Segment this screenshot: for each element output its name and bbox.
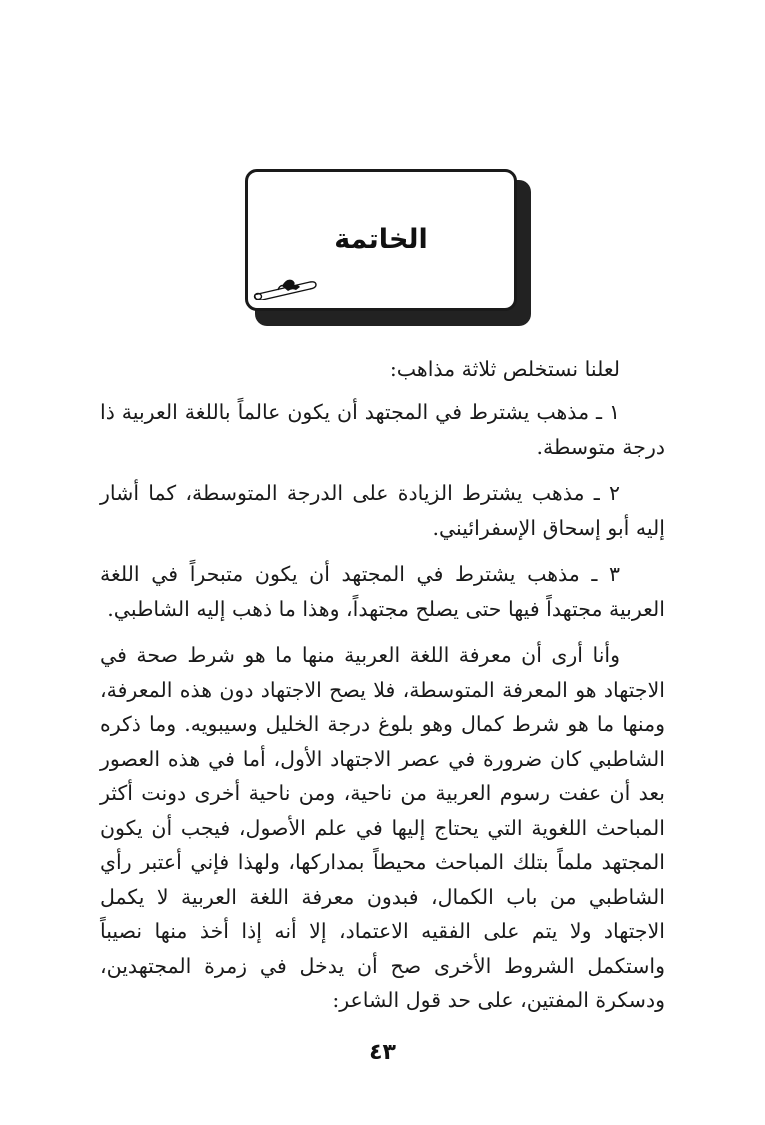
scroll-ornament-icon bbox=[252, 274, 318, 300]
intro-line: لعلنا نستخلص ثلاثة مذاهب: bbox=[389, 357, 620, 381]
list-item bbox=[100, 557, 665, 627]
body-paragraph: وأنا أرى أن معرفة اللغة العربية منها ما هو شرط صحة في الاجتهاد هو المعرفة المتوسطة، فلا يصح الاجتهاد دون هذه المعرفة، ومنها ما هو شرط كمال وهو بلوغ درجة الخليل وسيبويه. وما ذكره الشاطبي كان ضرورة في عصر الاجتهاد الأول، أما في هذه العصور بعد أن عفت رسوم العربية من ناحية، ومن ناحية أخرى دونت أكثر المباحث اللغوية التي يحتاج إليها في علم الأصول، فيجب أن يكون المجتهد ملماً بتلك المباحث محيطاً بمداركها، ولهذا فإني أعتبر رأي الشاطبي من باب الكمال، فبدون معرفة اللغة العربية لا يكمل الاجتهاد ولا يتم على الفقيه الاعتماد، إلا أنه إذا أخذ منها نصيباً واستكمل الشروط الأخرى صح أن يدخل في زمرة المجتهدين، ودسكرة المفتين، على حد قول الشاعر: bbox=[100, 643, 665, 1012]
list-item-text: ١ ـ مذهب يشترط في المجتهد أن يكون عالماً باللغة العربية ذا درجة متوسطة. bbox=[100, 400, 665, 459]
list-item-text: ٣ ـ مذهب يشترط في المجتهد أن يكون متبحراً في اللغة العربية مجتهداً فيها حتى يصلح مجتهداً، وهذا ما ذهب إليه الشاطبي. bbox=[100, 562, 665, 621]
page-number: ٤٣ bbox=[369, 1040, 396, 1065]
chapter-title: الخاتمة bbox=[334, 224, 428, 255]
page-body bbox=[100, 352, 665, 1018]
chapter-title-card bbox=[245, 169, 517, 311]
list-item bbox=[100, 476, 665, 546]
list-item bbox=[100, 395, 665, 465]
list-item-text: ٢ ـ مذهب يشترط الزيادة على الدرجة المتوسطة، كما أشار إليه أبو إسحاق الإسفرائيني. bbox=[100, 481, 665, 540]
